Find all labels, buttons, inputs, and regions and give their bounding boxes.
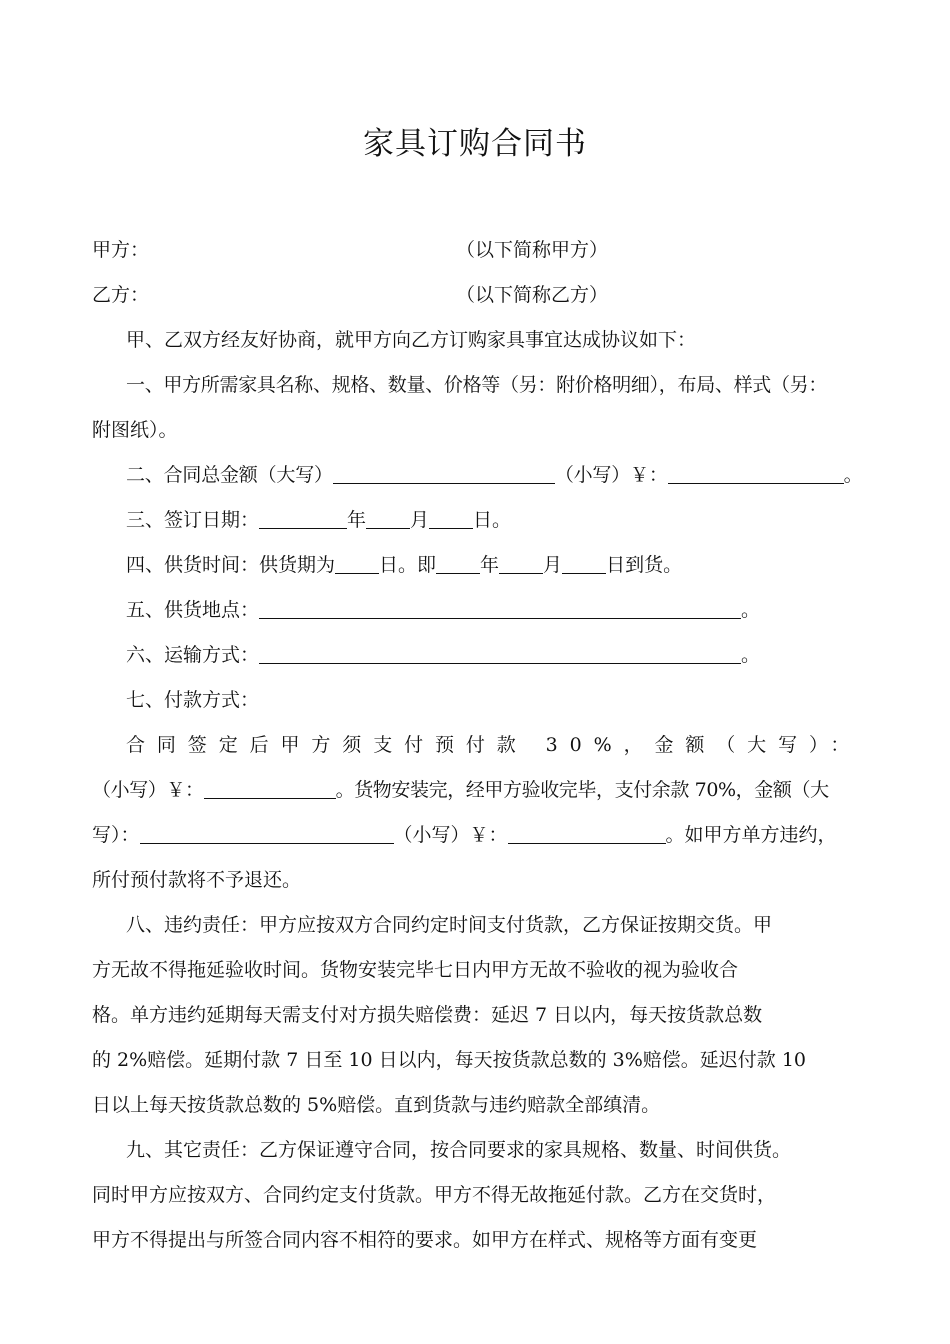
intro-paragraph: 甲、乙双方经友好协商，就甲方向乙方订购家具事宜达成协议如下：	[126, 329, 697, 351]
clause-4-year: 年	[480, 554, 500, 576]
clause-9-line-1: 九、其它责任：乙方保证遵守合同，按合同要求的家具规格、数量、时间供货。	[126, 1139, 792, 1161]
sign-month-blank[interactable]	[366, 506, 410, 529]
document-body	[92, 228, 864, 1263]
clause-7-line-1: 合同签定后甲方须支付预付款 30%，金额（大写）：	[126, 734, 862, 756]
clause-5-end: 。	[741, 599, 761, 621]
clause-4-month: 月	[543, 554, 563, 576]
clause-4-days: 日。即	[379, 554, 437, 576]
clause-7-heading: 七、付款方式：	[126, 689, 260, 711]
clause-3	[92, 498, 864, 543]
supply-month-blank[interactable]	[499, 551, 543, 574]
sign-day-blank[interactable]	[429, 506, 473, 529]
party-b-note: （以下简称乙方）	[456, 284, 609, 306]
clause-3-year: 年	[347, 509, 367, 531]
party-a-note: （以下简称甲方）	[456, 239, 609, 261]
clause-7-line-3-rest: 。如甲方单方违约，	[665, 824, 837, 846]
clause-2	[92, 453, 864, 498]
amount-capital-blank[interactable]	[333, 461, 555, 484]
clause-9-line-2: 同时甲方应按双方、合同约定支付货款。甲方不得无故拖延付款。乙方在交货时，	[92, 1184, 777, 1206]
clause-4	[92, 543, 864, 588]
supply-year-blank[interactable]	[436, 551, 480, 574]
party-b-line	[92, 273, 864, 318]
clause-3-prefix: 三、签订日期：	[126, 509, 260, 531]
clause-7-line-3-prefix: 写）：	[92, 824, 140, 846]
clause-1-line-2: 附图纸）。	[92, 419, 178, 441]
clause-5-prefix: 五、供货地点：	[126, 599, 260, 621]
document-title: 家具订购合同书	[363, 126, 587, 162]
supply-day-blank[interactable]	[562, 551, 606, 574]
clause-8-line-4: 的 2%赔偿。延期付款 7 日至 10 日以内，每天按货款总数的 3%赔偿。延迟付款 10	[92, 1049, 807, 1071]
party-a-label: 甲方：	[92, 239, 150, 261]
clause-1-line-1: 一、甲方所需家具名称、规格、数量、价格等（另：附价格明细），布局、样式（另：	[126, 374, 828, 396]
clause-7-line-3	[92, 813, 864, 858]
balance-numeric-blank[interactable]	[508, 821, 666, 844]
amount-numeric-blank[interactable]	[668, 461, 844, 484]
transport-method-blank[interactable]	[259, 641, 741, 664]
clause-5	[92, 588, 864, 633]
sign-year-blank[interactable]	[259, 506, 347, 529]
clause-7-line-2-rest: 。货物安装完，经甲方验收完毕，支付余款 70%，金额（大	[335, 779, 829, 801]
prepay-numeric-blank[interactable]	[204, 776, 336, 799]
supply-location-blank[interactable]	[259, 596, 741, 619]
clause-3-day: 日。	[473, 509, 512, 531]
clause-3-month: 月	[410, 509, 430, 531]
party-a-line	[92, 228, 864, 273]
clause-9-line-3: 甲方不得提出与所签合同内容不相符的要求。如甲方在样式、规格等方面有变更	[92, 1229, 758, 1251]
party-b-label: 乙方：	[92, 284, 150, 306]
supply-days-blank[interactable]	[335, 551, 379, 574]
clause-6-prefix: 六、运输方式：	[126, 644, 260, 666]
clause-8-line-1: 八、违约责任：甲方应按双方合同约定时间支付货款，乙方保证按期交货。甲	[126, 914, 773, 936]
clause-2-end: 。	[843, 464, 863, 486]
clause-8-line-2: 方无故不得拖延验收时间。货物安装完毕七日内甲方无故不验收的视为验收合	[92, 959, 739, 981]
clause-4-end: 日到货。	[606, 554, 683, 576]
clause-7-line-3-mid: （小写）￥：	[393, 824, 508, 846]
clause-2-prefix: 二、合同总金额（大写）	[126, 464, 333, 486]
clause-8-line-5: 日以上每天按货款总数的 5%赔偿。直到货款与违约赔款全部缜清。	[92, 1094, 661, 1116]
clause-4-prefix: 四、供货时间：供货期为	[126, 554, 336, 576]
clause-8-line-3: 格。单方违约延期每天需支付对方损失赔偿费：延迟 7 日以内，每天按货款总数	[92, 1004, 763, 1026]
balance-capital-blank[interactable]	[140, 821, 394, 844]
clause-7-line-4: 所付预付款将不予退还。	[92, 869, 302, 891]
clause-7-line-2-prefix: （小写）￥：	[92, 779, 204, 801]
clause-7-line-2	[92, 768, 864, 813]
clause-6-end: 。	[741, 644, 761, 666]
clause-2-mid: （小写）￥：	[554, 464, 668, 486]
clause-6	[92, 633, 864, 678]
